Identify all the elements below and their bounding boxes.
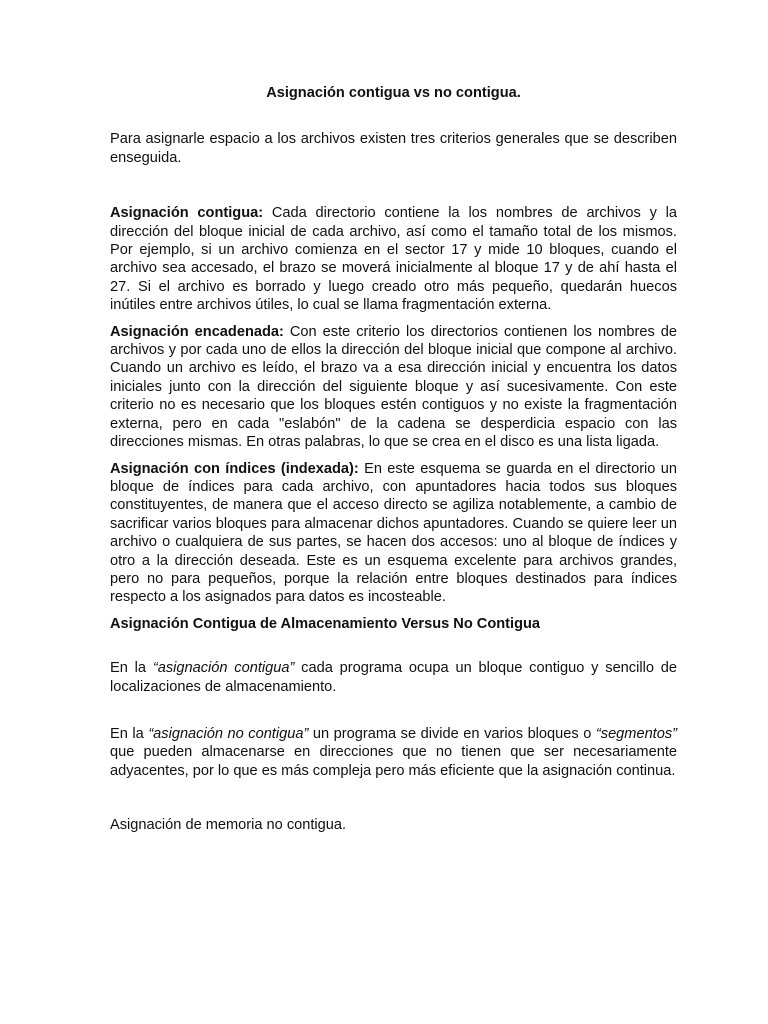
subheading: Asignación Contigua de Almacenamiento Versus No Contigua <box>110 615 541 632</box>
section-body: Cada directorio contiene la los nombres de archivos y la dirección del bloque inicial de cada archivo, así como el tamaño total de los mismos. Por ejemplo, si un archivo comienza en el sector 17 y mide 10 bloques, cuando el archivo sea accesado, el brazo se moverá inicialmente al bloque 17 y de ahí hasta el 27. Si el archivo es borrado y luego creado otro más pequeño, quedarán huecos inútiles entre archivos útiles, lo cual se llama fragmentación externa. <box>110 205 677 314</box>
paragraph-contigua <box>110 659 677 696</box>
quoted-term: “asignación no contigua” <box>148 725 309 742</box>
paragraph-text: En la <box>110 660 153 677</box>
document-page <box>110 84 677 835</box>
section-heading: Asignación contigua: <box>110 205 264 222</box>
paragraph-text: que pueden almacenarse en direcciones que no tienen que ser necesariamente adyacentes, por lo que es más compleja pero más eficiente que la asignación continua. <box>110 744 677 779</box>
quoted-term: “segmentos” <box>595 725 678 742</box>
section-heading: Asignación con índices (indexada): <box>110 460 359 477</box>
paragraph-text: En la <box>110 725 149 742</box>
section-contigua <box>110 204 677 314</box>
section-indexada <box>110 460 677 607</box>
section-body: En este esquema se guarda en el directorio un bloque de índices para cada archivo, con apuntadores hacia todos sus bloques constituyentes, de manera que el acceso directo se agiliza notablemente, a cambio de sacrificar varios bloques para almacenar dichos apuntadores. Cuando se quiere leer un archivo o cualquiera de sus partes, se hacen dos accesos: uno al bloque de índices y otro a la dirección deseada. Este es un esquema excelente para archivos grandes, pero no para pequeños, porque la relación entre bloques destinados para índices respecto a los asignados para datos es incosteable. <box>110 460 677 606</box>
section-encadenada <box>110 323 677 452</box>
section-heading: Asignación encadenada: <box>110 323 284 340</box>
document-title: Asignación contigua vs no contigua. <box>266 85 521 101</box>
intro-paragraph: Para asignarle espacio a los archivos existen tres criterios generales que se describen enseguida. <box>110 131 677 166</box>
section-body: Con este criterio los directorios contienen los nombres de archivos y por cada uno de ellos la dirección del bloque inicial que compone al archivo. Cuando un archivo es leído, el brazo va a esa dirección inicial y encuentra los datos iniciales junto con la dirección del siguiente bloque y así sucesivamente. Con este criterio no es necesario que los bloques estén contiguos y no existe la fragmentación externa, pero en cada "eslabón" de la cadena se desperdicia espacio con las direcciones mismas. En otras palabras, lo que se crea en el disco es una lista ligada. <box>110 323 677 451</box>
paragraph-text: un programa se divide en varios bloques o <box>308 725 596 742</box>
paragraph-text: cada programa ocupa un bloque contiguo y sencillo de localizaciones de almacenamiento. <box>110 660 677 695</box>
paragraph-no-contigua <box>110 725 677 780</box>
closing-line: Asignación de memoria no contigua. <box>110 817 347 834</box>
quoted-term: “asignación contigua” <box>152 660 295 677</box>
